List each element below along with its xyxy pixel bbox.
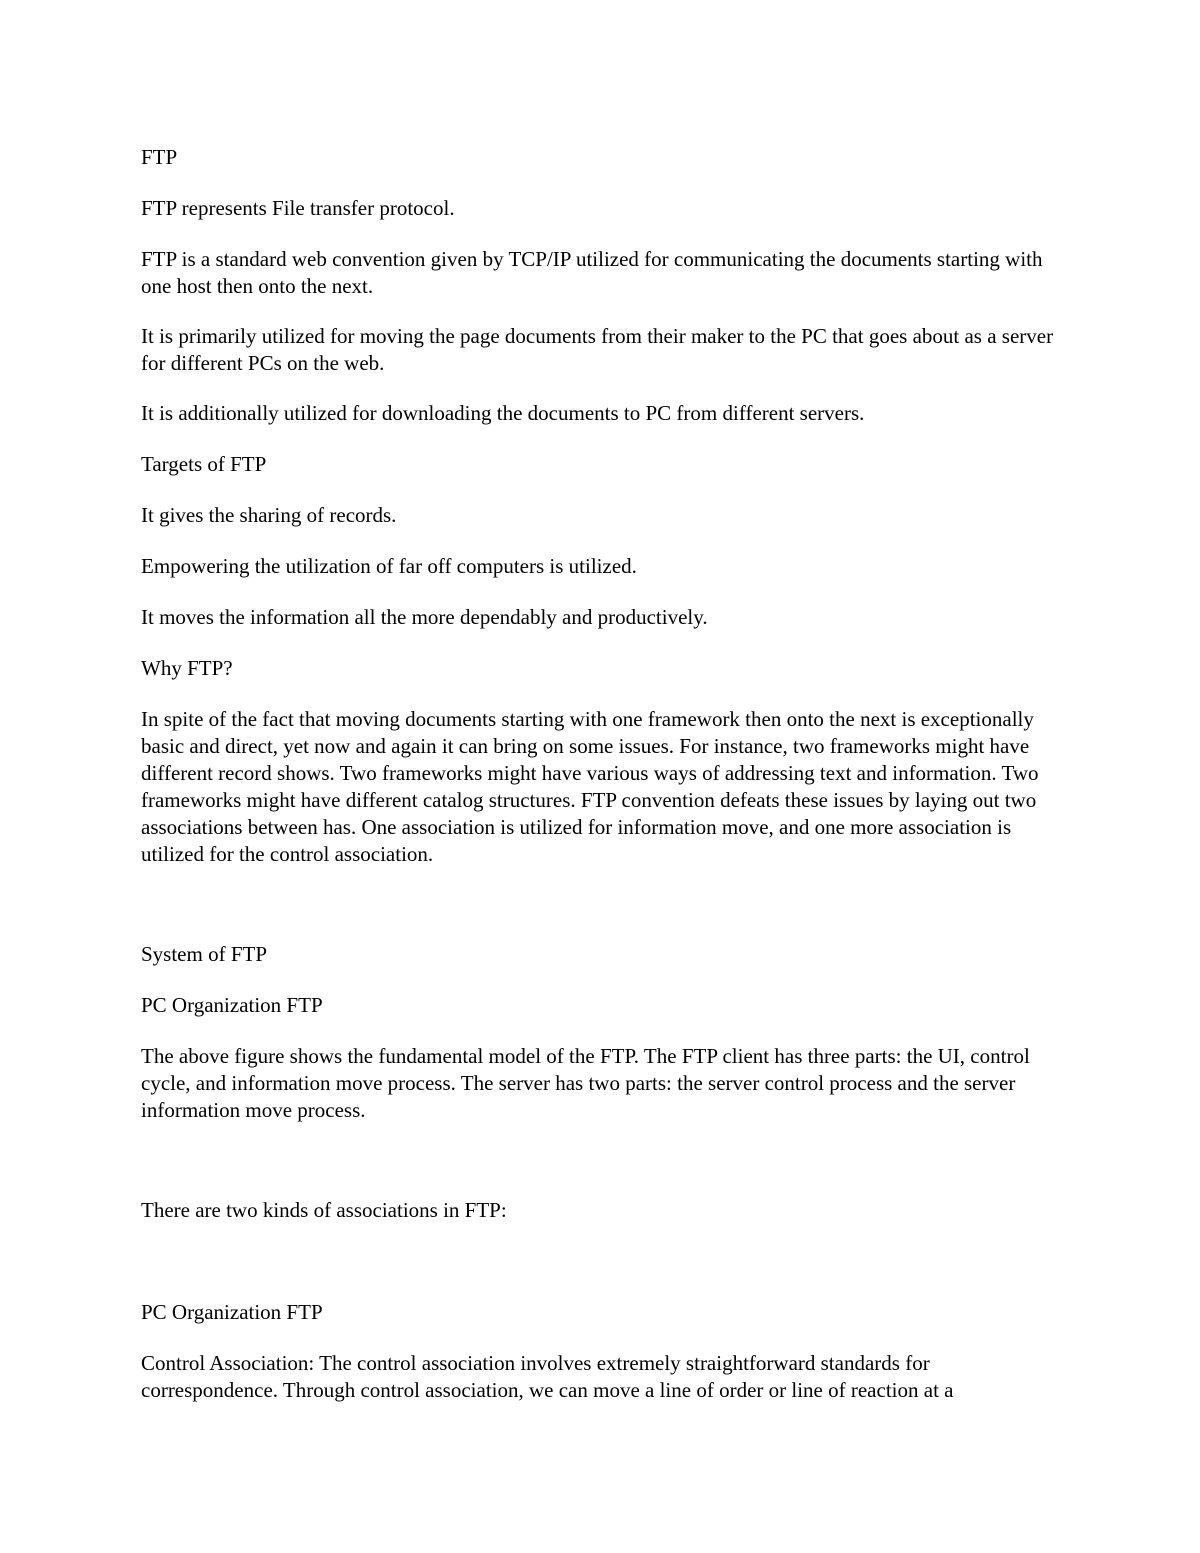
paragraph-control-association: Control Association: The control association involves extremely straightforward standards for correspondence. Through control association, we can move a line of order or line of reaction at a [141,1351,954,1402]
paragraph-primary-use: It is primarily utilized for moving the page documents from their maker to the PC that goes about as a server for different PCs on the web. [141,324,1054,375]
heading-system: System of FTP [141,942,268,966]
figure-caption-1: PC Organization FTP [141,993,323,1017]
paragraph-associations: There are two kinds of associations in FTP: [141,1198,507,1222]
figure-caption-2: PC Organization FTP [141,1300,323,1324]
paragraph-standard: FTP is a standard web convention given by TCP/IP utilized for communicating the documents starting with one host then onto the next. [141,247,1043,298]
heading-targets: Targets of FTP [141,452,267,476]
paragraph-target-reliable: It moves the information all the more dependably and productively. [141,605,708,629]
paragraph-why-ftp: In spite of the fact that moving documents starting with one framework then onto the next is exceptionally basic and direct, yet now and again it can bring on some issues. For instance, two frameworks might have different record shows. Two frameworks might have various ways of addressing text and information. Two frameworks might have different catalog structures. FTP convention defeats these issues by laying out two associations between has. One association is utilized for information move, and one more association is utilized for the control association. [141,707,1039,866]
paragraph-target-sharing: It gives the sharing of records. [141,503,397,527]
paragraph-model: The above figure shows the fundamental model of the FTP. The FTP client has three parts: the UI, control cycle, and information move process. The server has two parts: the server control process and the server information move process. [141,1044,1030,1122]
paragraph-definition: FTP represents File transfer protocol. [141,196,455,220]
paragraph-target-remote: Empowering the utilization of far off computers is utilized. [141,554,637,578]
paragraph-downloading: It is additionally utilized for downloading the documents to PC from different servers. [141,401,865,425]
document-title: FTP [141,145,178,169]
heading-why-ftp: Why FTP? [141,656,233,680]
